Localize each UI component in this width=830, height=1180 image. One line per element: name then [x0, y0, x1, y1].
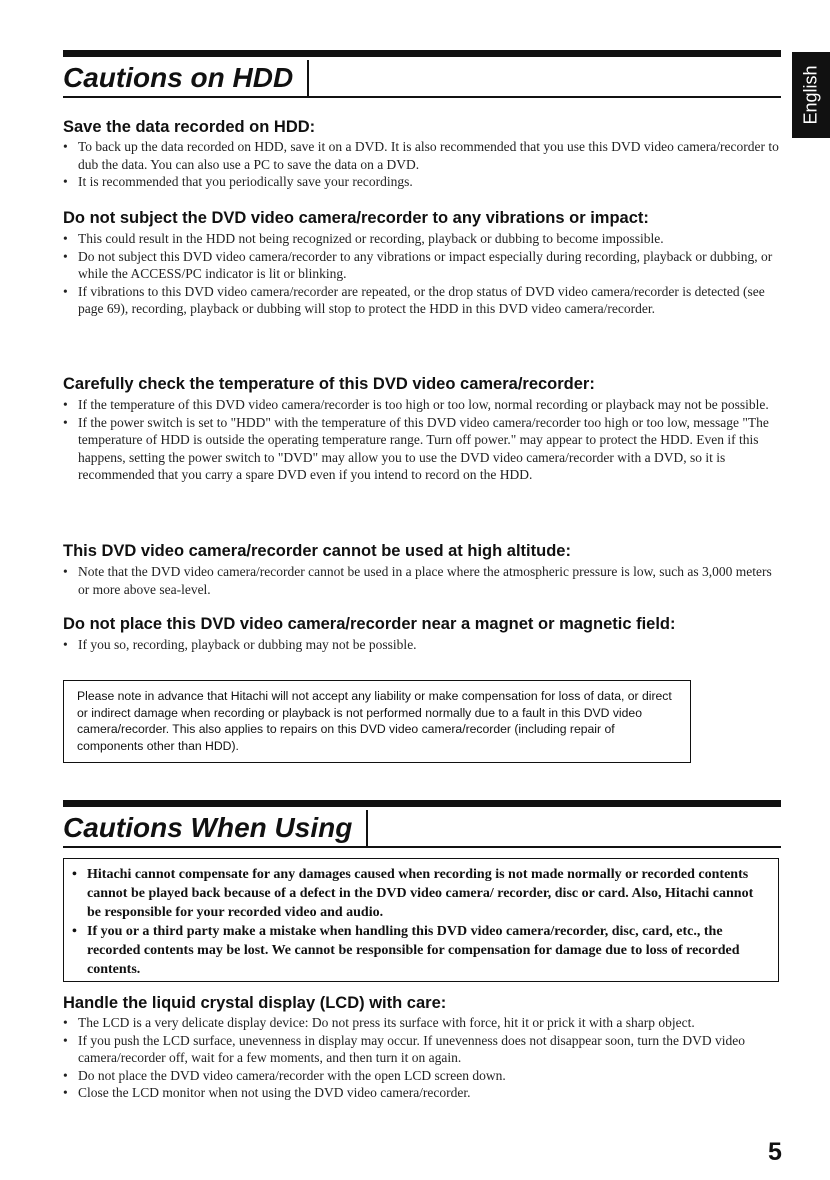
list-item: • If the temperature of this DVD video camera/recorder is too high or too low, normal recording or playback may not be possible. — [63, 396, 783, 414]
section-rule-bottom — [63, 846, 781, 848]
heading-lcd-care: Handle the liquid crystal display (LCD) with care: — [63, 994, 447, 1012]
list-item: • If you so, recording, playback or dubbing may not be possible. — [63, 636, 783, 654]
section-rule-top — [63, 50, 781, 57]
warning-item: • If you or a third party make a mistake when handling this DVD video camera/recorder, disc, card, etc., the recorded contents may be lost. We cannot be responsible for compensation for damage due to loss of recorded contents. — [70, 922, 768, 979]
language-tab — [792, 52, 830, 138]
list-item: • If you push the LCD surface, unevenness in display may occur. If unevenness does not disappear soon, turn the DVD video camera/recorder off, wait for a few moments, and then turn it on again. — [63, 1032, 783, 1067]
section-rule-bottom — [63, 96, 781, 98]
page-number: 5 — [768, 1138, 782, 1166]
heading-altitude: This DVD video camera/recorder cannot be used at high altitude: — [63, 542, 571, 560]
list-item: • Do not subject this DVD video camera/recorder to any vibrations or impact especially during recording, playback or dubbing, or while the ACCESS/PC indicator is lit or blinking. — [63, 248, 783, 283]
list-item: • Note that the DVD video camera/recorder cannot be used in a place where the atmospheric pressure is low, such as 3,000 meters or more above sea-level. — [63, 563, 783, 598]
list-item: • The LCD is a very delicate display device: Do not press its surface with force, hit it or prick it with a sharp object. — [63, 1014, 783, 1032]
list-lcd-care — [63, 1014, 783, 1102]
list-vibrations — [63, 230, 783, 318]
warning-item: • Hitachi cannot compensate for any damages caused when recording is not made normally or recorded contents cannot be played back because of a defect in the DVD video camera/ recorder, disc or card. Also, Hitachi cannot be responsible for your recorded video and audio. — [70, 865, 768, 922]
warning-list — [70, 865, 768, 979]
list-altitude — [63, 563, 783, 598]
heading-magnet: Do not place this DVD video camera/recorder near a magnet or magnetic field: — [63, 615, 676, 633]
heading-save-data: Save the data recorded on HDD: — [63, 118, 316, 136]
list-magnet — [63, 636, 783, 654]
list-item: • Close the LCD monitor when not using the DVD video camera/recorder. — [63, 1084, 783, 1102]
list-item: • If vibrations to this DVD video camera/recorder are repeated, or the drop status of DVD video camera/recorder is detected (see page 69), recording, playback or dubbing will stop to protect the HDD in this DVD video camera/recorder. — [63, 283, 783, 318]
heading-temperature: Carefully check the temperature of this DVD video camera/recorder: — [63, 375, 595, 393]
section-title-cautions-on-hdd: Cautions on HDD — [63, 60, 309, 96]
list-item: • If the power switch is set to "HDD" with the temperature of this DVD video camera/recorder too high or too low, message "The temperature of HDD is outside the operating temperature range. Turn off power." may appear to protect the HDD. Even if this happens, setting the power switch to "DVD" may allow you to use the DVD video camera/recorder with a DVD, so it is recommended that you carry a spare DVD even if you intend to record on the HDD. — [63, 414, 783, 484]
list-item: • Do not place the DVD video camera/recorder with the open LCD screen down. — [63, 1067, 783, 1085]
heading-vibrations: Do not subject the DVD video camera/recorder to any vibrations or impact: — [63, 209, 649, 227]
list-item: • It is recommended that you periodically save your recordings. — [63, 173, 783, 191]
list-save-data — [63, 138, 783, 191]
list-item: • To back up the data recorded on HDD, save it on a DVD. It is also recommended that you use this DVD video camera/recorder to dub the data. You can also use a PC to save the data on a DVD. — [63, 138, 783, 173]
section-title-cautions-when-using: Cautions When Using — [63, 810, 368, 846]
language-tab-label: English — [800, 65, 821, 125]
list-temperature — [63, 396, 783, 484]
section-rule-top — [63, 800, 781, 807]
list-item: • This could result in the HDD not being recognized or recording, playback or dubbing to become impossible. — [63, 230, 783, 248]
warning-box — [63, 858, 779, 982]
liability-notice-box: Please note in advance that Hitachi will not accept any liability or make compensation for loss of data, or direct or indirect damage when recording or playback is not performed normally due to a fault in this DVD video camera/recorder. This also applies to repairs on this DVD video camera/recorder (including repair of components other than HDD). — [63, 680, 691, 763]
